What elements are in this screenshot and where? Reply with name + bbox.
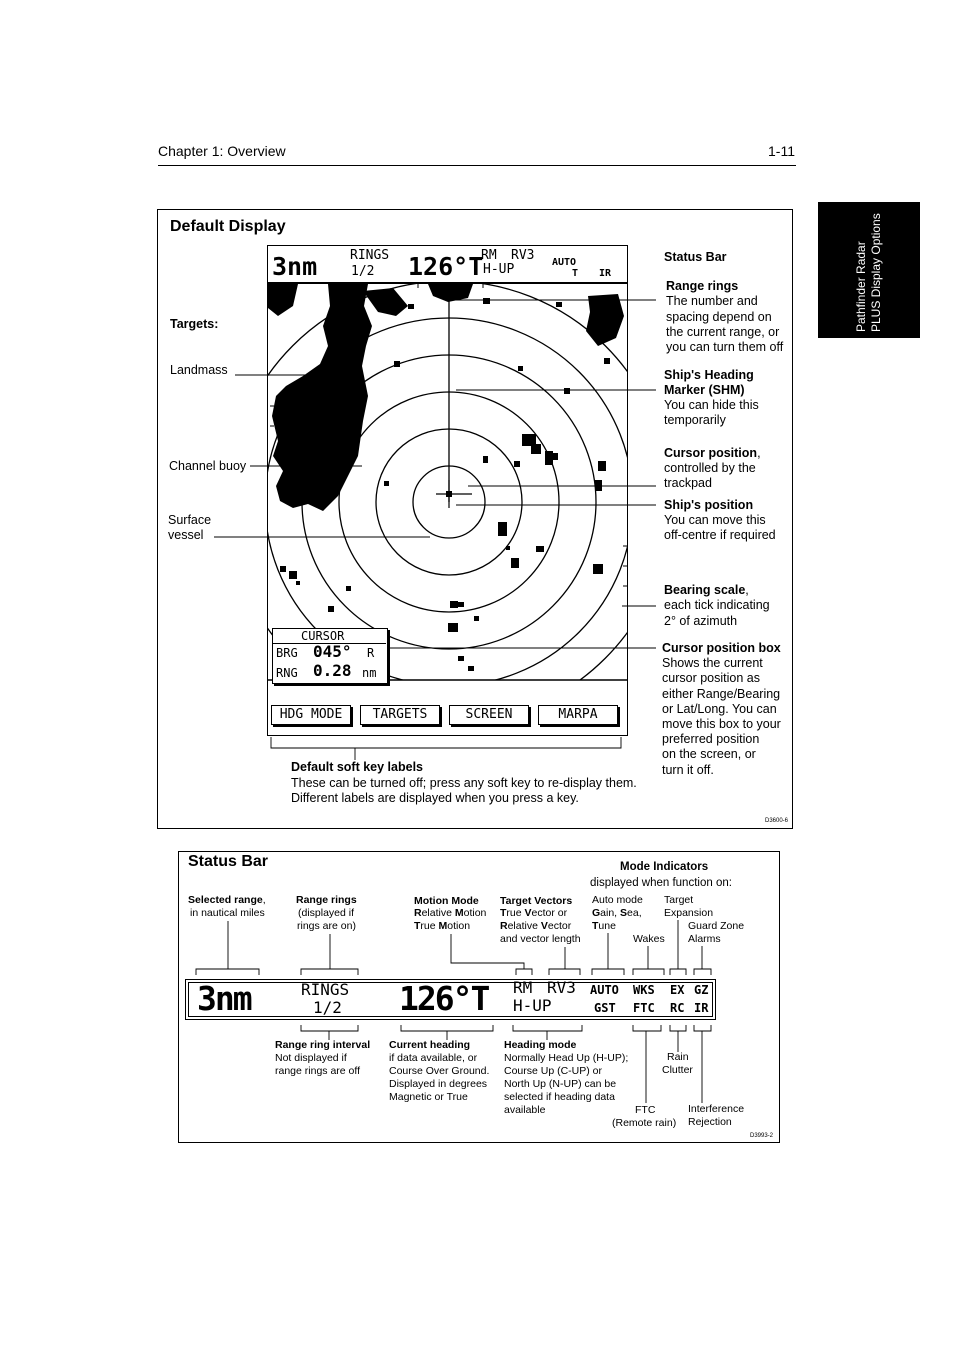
status-bar-label: Status Bar (664, 250, 727, 264)
guard-zone-2: Alarms (688, 933, 721, 945)
current-heading-text-2: Course Over Ground. (389, 1065, 490, 1077)
cursor-brg-unit: R (367, 646, 375, 660)
selected-range-sub: in nautical miles (190, 907, 265, 919)
cursor-position-text-2: trackpad (664, 476, 712, 490)
bearing-scale-title-bold: Bearing scale (664, 583, 746, 597)
radar-motion: RM (481, 248, 497, 263)
section-tab-line2: PLUS Display Options (869, 213, 883, 332)
target-vectors-relative (500, 920, 571, 933)
ships-position-text-2: off-centre if required (664, 528, 776, 542)
cursor-box-title: CURSOR (301, 629, 345, 643)
page-number: 1-11 (768, 143, 795, 159)
current-heading-text-4: Magnetic or True (389, 1091, 468, 1103)
motion-t: T (414, 920, 421, 932)
section-tab (818, 202, 920, 338)
radar-ir: IR (599, 268, 612, 279)
shm-text-2: temporarily (664, 413, 726, 427)
targets-label: Targets: (170, 317, 219, 331)
landmass (272, 284, 372, 511)
bar-ir: IR (694, 1001, 709, 1015)
shm-text-1: You can hide this (664, 398, 759, 412)
bar-ftc: FTC (633, 1001, 655, 1015)
cursor-rng-unit: nm (362, 666, 377, 680)
ring-interval-title: Range ring interval (275, 1039, 371, 1051)
auto-t-rest: une (598, 920, 616, 932)
chapter-title: Chapter 1: Overview (158, 143, 286, 159)
target-expansion-1: Target (664, 894, 694, 906)
figure-id-1: D3600-6 (765, 818, 789, 824)
softkey-targets[interactable]: TARGETS (360, 705, 440, 725)
softkey-marpa[interactable]: MARPA (538, 705, 618, 725)
ftc-label-1: FTC (635, 1104, 656, 1116)
current-heading-text-3: Displayed in degrees (389, 1078, 488, 1090)
motion-m1: M (454, 907, 464, 919)
motion-mode-title: Motion Mode (414, 895, 479, 907)
mode-indicators-title: Mode Indicators (620, 861, 709, 873)
shm-title-2: Marker (SHM) (664, 383, 745, 397)
auto-s-rest: ea, (627, 907, 642, 919)
softkey-caption-line1: These can be turned off; press any soft key to re-display them. (291, 776, 637, 790)
range-rings-title: Range rings (666, 279, 739, 293)
softkey-hdg-mode[interactable]: HDG MODE (271, 705, 351, 725)
heading-mode-text-3: North Up (N-UP) can be (504, 1078, 617, 1090)
cpb-text-1: Shows the current (662, 656, 763, 670)
auto-mode-line1: Auto mode (592, 894, 643, 906)
bar-wks: WKS (633, 983, 655, 997)
vec-t-rest: rue (506, 907, 525, 919)
vec-r: R (500, 920, 508, 932)
interference-2: Rejection (688, 1116, 732, 1128)
guard-zone-1: Guard Zone (688, 920, 745, 932)
cpb-text-3: either Range/Bearing (662, 687, 781, 701)
interference-1: Interference (688, 1103, 745, 1115)
cursor-box-label-title: Cursor position box (662, 641, 781, 655)
bearing-scale-title (664, 583, 749, 598)
auto-s: S (620, 907, 628, 919)
bar-orientation: H-UP (513, 996, 552, 1015)
range-rings-text-4: you can turn them off (666, 340, 784, 354)
range-rings-text-2: spacing depend on (666, 310, 772, 324)
target-vectors-length: and vector length (500, 933, 581, 945)
bar-rings-value: 1/2 (313, 998, 342, 1017)
auto-mode-line2 (592, 907, 642, 920)
radar-vector: RV3 (511, 248, 535, 263)
cursor-brg-label: BRG (276, 646, 298, 660)
softkey-caption-title: Default soft key labels (291, 760, 423, 774)
auto-g-rest: ain, (600, 907, 621, 919)
ftc-label-2: (Remote rain) (612, 1117, 677, 1129)
landmass-label: Landmass (170, 363, 228, 377)
shm-title-1: Ship's Heading (664, 368, 754, 382)
radar-rings-label: RINGS (350, 248, 390, 263)
heading-mode-text-2: Course Up (C-UP) or (504, 1065, 603, 1077)
default-display-title: Default Display (170, 218, 286, 235)
cpb-text-5: move this box to your (662, 717, 781, 731)
range-rings-text-1: The number and (666, 294, 758, 308)
auto-t: T (592, 920, 599, 932)
motion-m2-rest: otion (447, 920, 471, 932)
vec-v2: V (540, 920, 548, 932)
softkey-caption-line2: Different labels are displayed when you press a key. (291, 791, 579, 805)
target-expansion-2: Expansion (664, 907, 714, 919)
rain-clutter-1: Rain (667, 1051, 689, 1063)
current-heading-text-1: if data available, or (389, 1052, 478, 1064)
ring-interval-text-1: Not displayed if (275, 1052, 347, 1064)
radar-range: 3nm (272, 252, 318, 281)
auto-mode-line3 (592, 920, 616, 933)
cpb-text-8: turn it off. (662, 763, 714, 777)
bar-gz: GZ (694, 983, 709, 997)
wakes-label: Wakes (633, 933, 665, 945)
heading-mode-text-1: Normally Head Up (H-UP); (504, 1052, 629, 1064)
bar-range: 3nm (197, 979, 251, 1018)
radar-auto-sub: T (572, 268, 579, 279)
cursor-rng-value: 0.28 (313, 661, 352, 680)
motion-r-rest: elative (421, 907, 455, 919)
figure-id-2: D3993-2 (750, 1133, 774, 1139)
motion-t-rest: rue (420, 920, 439, 932)
radar-auto: AUTO (552, 257, 577, 268)
motion-mode-relative (414, 907, 486, 920)
ships-position-text-1: You can move this (664, 513, 766, 527)
bar-rc: RC (670, 1001, 685, 1015)
motion-m1-rest: otion (463, 907, 487, 919)
header-rule (158, 165, 796, 166)
heading-mode-text-4: selected if heading data (504, 1091, 615, 1103)
vec-v2-rest: ector (547, 920, 572, 932)
bar-gst: GST (594, 1001, 616, 1015)
cpb-text-4: or Lat/Long. You can (662, 702, 777, 716)
cpb-text-6: preferred position (662, 732, 760, 746)
auto-g: G (592, 907, 601, 919)
selected-range-label (188, 894, 266, 907)
surface-vessel-label-2: vessel (168, 528, 204, 542)
radar-heading: 126°T (408, 252, 484, 281)
ships-position-title: Ship's position (664, 498, 754, 512)
vec-t: T (500, 907, 507, 919)
section-tab-line1: Pathfinder Radar (854, 241, 868, 332)
heading-mode-text-5: available (504, 1104, 546, 1116)
bar-rings-label: RINGS (301, 980, 350, 999)
bearing-scale-text-2: 2° of azimuth (664, 614, 738, 628)
motion-m2: M (438, 920, 448, 932)
radar-screen (267, 245, 628, 736)
current-heading-title: Current heading (389, 1039, 471, 1051)
cpb-text-7: on the screen, or (662, 747, 756, 761)
bar-heading: 126°T (399, 979, 489, 1018)
bearing-scale-comma: , (745, 583, 749, 597)
radar-orientation: H-UP (483, 262, 515, 277)
motion-mode-true (414, 920, 470, 933)
target-vectors-true (500, 907, 567, 920)
rain-clutter-2: Clutter (662, 1064, 693, 1076)
bar-motion: RM (513, 978, 533, 997)
cursor-rng-label: RNG (276, 666, 298, 680)
vec-v1-rest: ector or (531, 907, 568, 919)
status-bar-title: Status Bar (188, 853, 269, 870)
target-vectors-title: Target Vectors (500, 895, 573, 907)
bearing-scale-text-1: each tick indicating (664, 598, 770, 612)
bar-ex: EX (670, 983, 685, 997)
mode-indicators-sub: displayed when function on: (590, 877, 732, 889)
cursor-position-title (664, 446, 761, 461)
cursor-position-comma: , (757, 446, 761, 460)
channel-buoy-label: Channel buoy (169, 459, 247, 473)
bar-auto: AUTO (590, 983, 619, 997)
cpb-text-2: cursor position as (662, 671, 760, 685)
vec-r-rest: elative (507, 920, 541, 932)
range-rings-top-sub-2: rings are on) (297, 920, 356, 932)
softkey-screen[interactable]: SCREEN (449, 705, 529, 725)
ring-interval-text-2: range rings are off (275, 1065, 361, 1077)
surface-vessel-label-1: Surface (168, 513, 212, 527)
bar-vector: RV3 (547, 978, 576, 997)
cursor-brg-value: 045° (313, 642, 352, 661)
range-rings-text-3: the current range, or (666, 325, 780, 339)
radar-rings-value: 1/2 (351, 264, 375, 279)
cursor-position-title-bold: Cursor position (664, 446, 758, 460)
range-rings-top-sub-1: (displayed if (298, 907, 355, 919)
cursor-position-text-1: controlled by the (664, 461, 756, 475)
vec-v1: V (524, 907, 532, 919)
motion-r: R (414, 907, 422, 919)
selected-range-title: Selected range (188, 894, 263, 906)
selected-range-comma: , (262, 894, 266, 906)
range-rings-top-title: Range rings (296, 894, 357, 906)
heading-mode-title: Heading mode (504, 1039, 577, 1051)
cursor-position-box[interactable] (272, 628, 388, 684)
